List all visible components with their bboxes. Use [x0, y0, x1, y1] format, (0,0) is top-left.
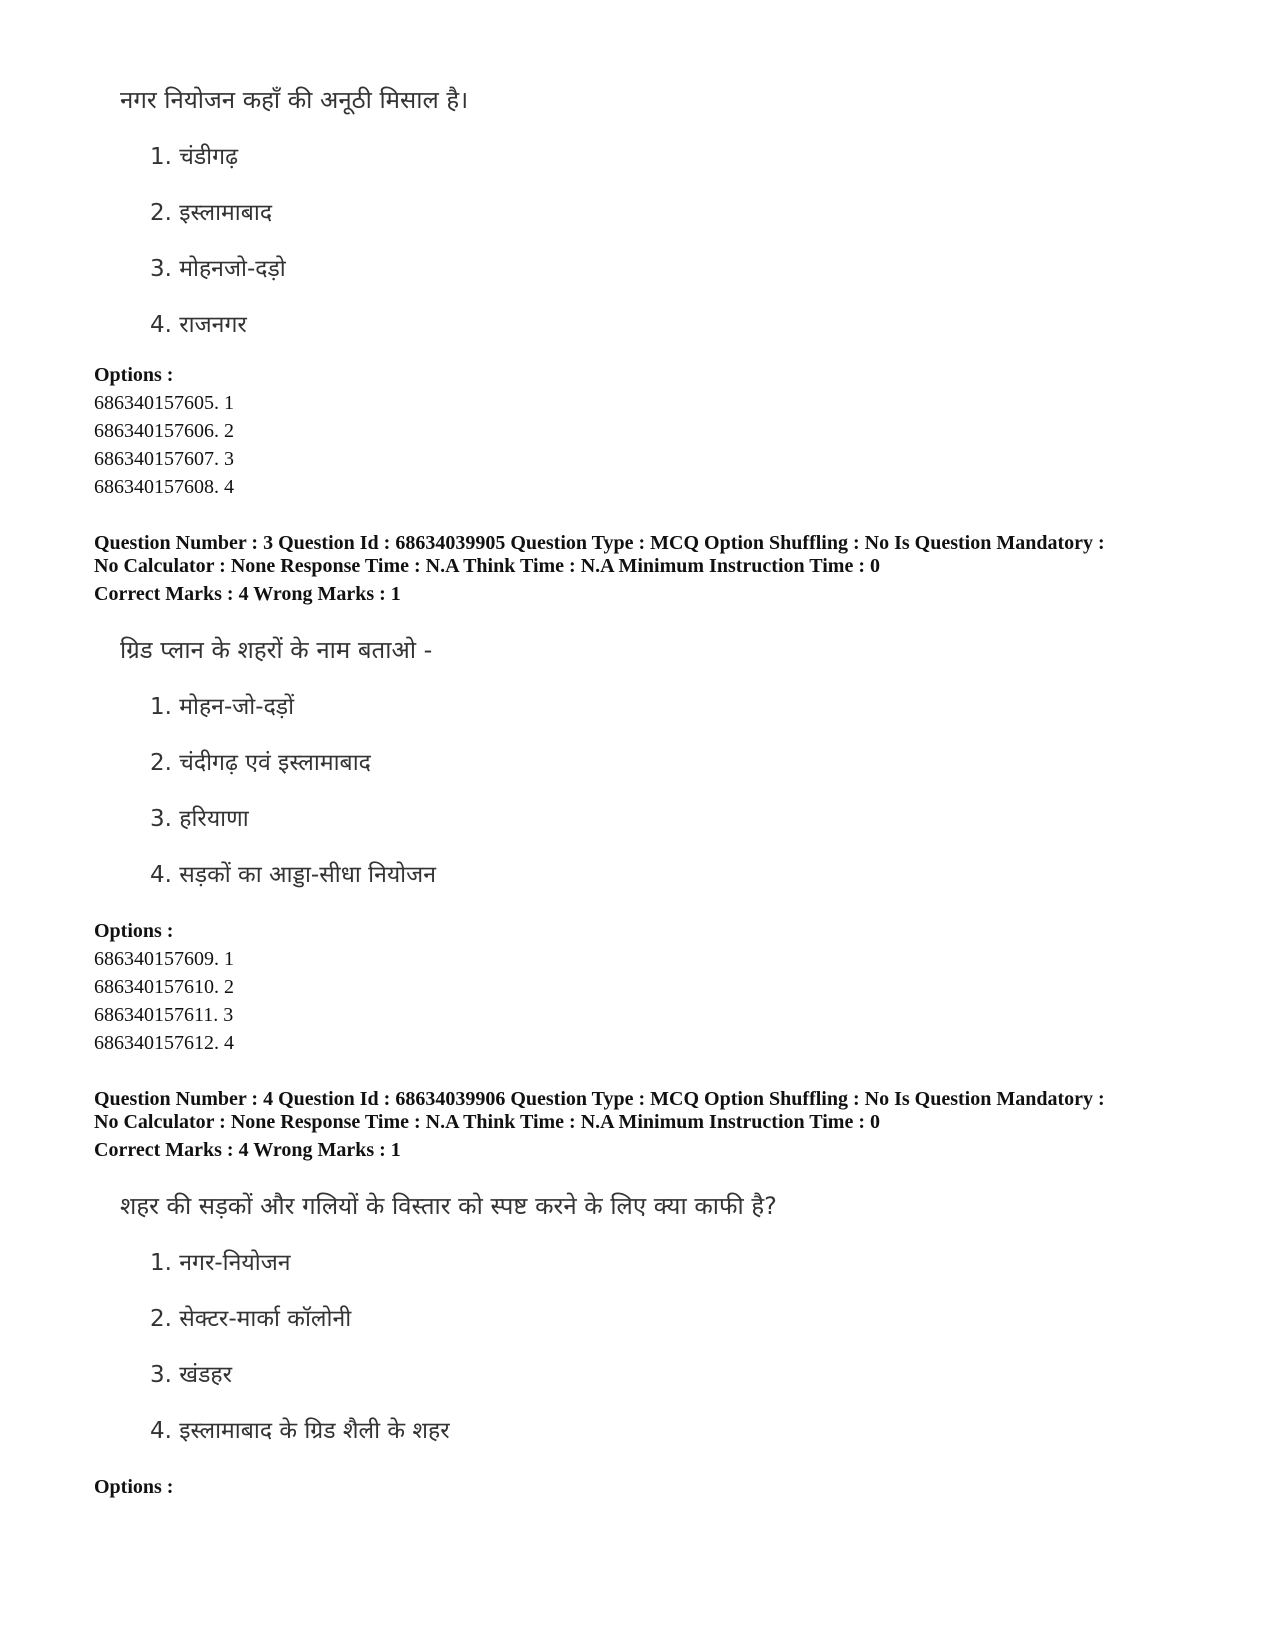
question-3-choice-4: 4. सड़कों का आड्डा-सीधा नियोजन [150, 862, 436, 888]
question-3-option-4: 686340157612. 4 [94, 1032, 234, 1054]
question-3-options-label: Options : [94, 920, 174, 942]
question-2-text: नगर नियोजन कहाँ की अनूठी मिसाल है। [120, 86, 469, 114]
question-2-choice-2: 2. इस्लामाबाद [150, 200, 273, 226]
question-2-option-4: 686340157608. 4 [94, 476, 234, 498]
question-4-meta-line-1: Question Number : 4 Question Id : 68634039906 Question Type : MCQ Option Shuffling : No Is Question Mandatory : [94, 1088, 1105, 1110]
question-3-option-2: 686340157610. 2 [94, 976, 234, 998]
question-4-choice-1: 1. नगर-नियोजन [150, 1250, 291, 1276]
question-2-option-3: 686340157607. 3 [94, 448, 234, 470]
question-3-option-3: 686340157611. 3 [94, 1004, 234, 1026]
question-3-choice-3: 3. हरियाणा [150, 806, 249, 832]
question-3-marks: Correct Marks : 4 Wrong Marks : 1 [94, 583, 401, 605]
question-3-meta-line-1: Question Number : 3 Question Id : 68634039905 Question Type : MCQ Option Shuffling : No Is Question Mandatory : [94, 532, 1105, 554]
question-4-choice-3: 3. खंडहर [150, 1362, 232, 1388]
question-4-choice-4: 4. इस्लामाबाद के ग्रिड शैली के शहर [150, 1418, 450, 1444]
question-2-option-1: 686340157605. 1 [94, 392, 234, 414]
question-4-text: शहर की सड़कों और गलियों के विस्तार को स्पष्ट करने के लिए क्या काफी है? [120, 1192, 777, 1220]
question-3-option-1: 686340157609. 1 [94, 948, 234, 970]
question-2-option-2: 686340157606. 2 [94, 420, 234, 442]
question-4-choice-2: 2. सेक्टर-मार्का कॉलोनी [150, 1306, 352, 1332]
question-3-text: ग्रिड प्लान के शहरों के नाम बताओ - [120, 636, 433, 664]
question-2-choice-3: 3. मोहनजो-दड़ो [150, 256, 286, 282]
question-4-options-label: Options : [94, 1476, 174, 1498]
question-2-options-label: Options : [94, 364, 174, 386]
question-3-meta-line-2: No Calculator : None Response Time : N.A Think Time : N.A Minimum Instruction Time : 0 [94, 555, 880, 577]
question-2-choice-4: 4. राजनगर [150, 312, 247, 338]
question-4-marks: Correct Marks : 4 Wrong Marks : 1 [94, 1139, 401, 1161]
question-4-meta-line-2: No Calculator : None Response Time : N.A Think Time : N.A Minimum Instruction Time : 0 [94, 1111, 880, 1133]
question-3-choice-2: 2. चंदीगढ़ एवं इस्लामाबाद [150, 750, 371, 776]
question-2-choice-1: 1. चंडीगढ़ [150, 144, 239, 170]
question-3-choice-1: 1. मोहन-जो-दड़ों [150, 694, 295, 720]
